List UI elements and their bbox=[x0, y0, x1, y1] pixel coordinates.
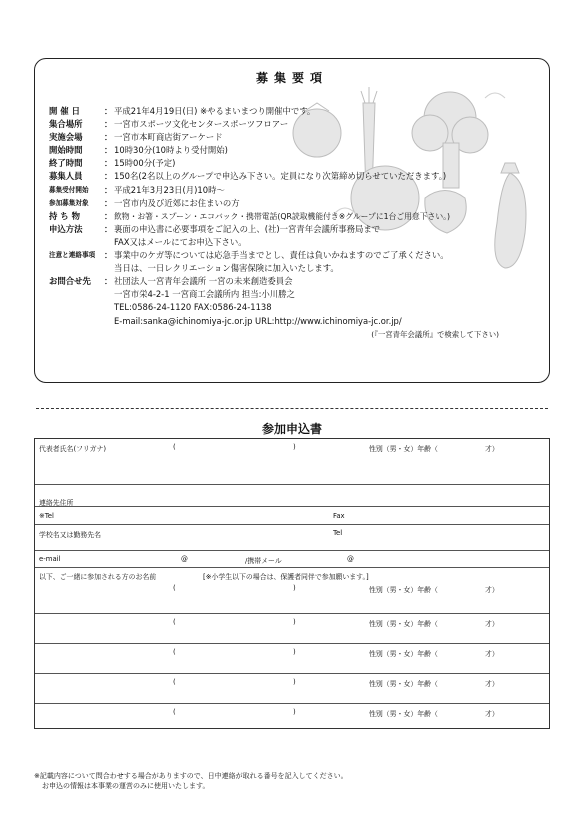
age-suffix: 才） bbox=[485, 650, 499, 658]
school-label: 学校名又は勤務先名 bbox=[39, 531, 102, 539]
detail-value: 当日は、一日レクリエーション傷害保険に加入いたします。 bbox=[114, 263, 339, 274]
paren-open: ( bbox=[173, 678, 176, 686]
companions-label: 以下、ご一緒に参加される方のお名前 bbox=[39, 573, 157, 581]
school-row[interactable] bbox=[35, 525, 549, 551]
detail-label: 持 ち 物 bbox=[49, 210, 80, 221]
address-label: 連絡先住所 bbox=[39, 499, 74, 507]
detail-value: 一宮市内及び近郊にお住まいの方 bbox=[114, 197, 240, 208]
companions-note: [※小学生以下の場合は、保護者同伴で参加願います。] bbox=[203, 573, 369, 581]
detail-row: お問合せ先 ： 社団法人一宮青年会議所 一宮の未来創造委員会 bbox=[49, 275, 549, 288]
detail-row: 集合場所 ： 一宮市スポーツ文化センタースポーツフロアー bbox=[49, 118, 549, 131]
detail-value: 事業中のケガ等については応急手当までとし、責任は負いかねますのでご了承ください。 bbox=[114, 250, 449, 261]
detail-value: 飲物・お箸・スプーン・エコバック・携帯電話(QR読取機能付き※グループに1台ご用意下さい。) bbox=[114, 211, 451, 221]
paren-open: ( bbox=[173, 443, 176, 451]
detail-label: 申込方法 bbox=[49, 223, 83, 234]
gender-age-label: 性別（男・女）年齢（ bbox=[369, 680, 438, 688]
detail-value: 平成21年3月23日(月)10時～ bbox=[114, 184, 225, 195]
paren-close: ) bbox=[293, 618, 296, 626]
rep-name-row[interactable] bbox=[35, 439, 549, 485]
detail-row: 開 催 日 ： 平成21年4月19日(日) ※やるまいまつり開催中です。 bbox=[49, 105, 549, 118]
contact-email-url[interactable]: E-mail:sanka@ichinomiya-jc.or.jp URL:http://www.ichinomiya-jc.or.jp/ bbox=[114, 315, 402, 326]
tel2-label: Tel bbox=[333, 529, 343, 537]
address-row[interactable] bbox=[35, 485, 549, 507]
cut-line bbox=[36, 408, 548, 409]
detail-row bbox=[49, 288, 549, 301]
detail-value: 一宮市スポーツ文化センタースポーツフロアー bbox=[114, 119, 289, 130]
paren-open: ( bbox=[173, 648, 176, 656]
detail-label: 開始時間 bbox=[49, 145, 83, 156]
detail-row: 募集人員 ： 150名(2名以上のグループで申込み下さい。定員になり次第締め切らせていただきます。) bbox=[49, 170, 549, 183]
detail-row: 実施会場 ： 一宮市本町商店街アーケード bbox=[49, 131, 549, 144]
detail-row: 申込方法 ： 裏面の申込書に必要事項をご記入の上、(社)一宮青年会議所事務局まで bbox=[49, 223, 549, 236]
detail-value: 社団法人一宮青年会議所 一宮の未来創造委員会 bbox=[114, 276, 293, 287]
detail-value: 一宮市栄4-2-1 一宮商工会議所内 担当:小川勝之 bbox=[114, 289, 295, 300]
tel-fax-row[interactable] bbox=[35, 507, 549, 525]
paren-close: ) bbox=[293, 648, 296, 656]
fax-label: Fax bbox=[333, 512, 345, 520]
recruitment-details bbox=[49, 105, 549, 341]
detail-label: お問合せ先 bbox=[49, 276, 91, 287]
detail-row bbox=[49, 315, 549, 328]
detail-label: 参加募集対象 bbox=[49, 198, 89, 207]
detail-row bbox=[49, 262, 549, 275]
detail-label: 注意と連絡事項 bbox=[49, 251, 96, 260]
detail-value: 平成21年4月19日(日) ※やるまいまつり開催中です。 bbox=[114, 106, 316, 116]
companion-row[interactable] bbox=[35, 568, 549, 614]
form-title: 参加申込書 bbox=[261, 422, 322, 436]
at-sign: @ bbox=[181, 555, 188, 563]
detail-value: 15時00分(予定) bbox=[114, 158, 176, 169]
detail-label: 募集受付開始 bbox=[49, 185, 89, 194]
detail-row: 参加募集対象 ： 一宮市内及び近郊にお住まいの方 bbox=[49, 197, 549, 210]
detail-row bbox=[49, 236, 549, 249]
detail-row bbox=[49, 301, 549, 314]
paren-close: ) bbox=[293, 584, 296, 592]
paren-open: ( bbox=[173, 708, 176, 716]
companion-row[interactable] bbox=[35, 644, 549, 674]
paren-open: ( bbox=[173, 584, 176, 592]
email-row[interactable] bbox=[35, 551, 549, 568]
footnote-line: お申込の情報は本事業の運営のみに使用いたします。 bbox=[42, 782, 210, 790]
companion-row[interactable] bbox=[35, 614, 549, 644]
detail-row: 持 ち 物 ： 飲物・お箸・スプーン・エコバック・携帯電話(QR読取機能付き※グループに1台ご用意下さい。) bbox=[49, 210, 549, 223]
paren-close: ) bbox=[293, 443, 296, 451]
gender-age-label: 性別（男・女）年齢（ bbox=[369, 620, 438, 628]
detail-value: TEL:0586-24-1120 FAX:0586-24-1138 bbox=[114, 302, 272, 313]
companion-row[interactable] bbox=[35, 704, 549, 728]
footnote bbox=[34, 771, 348, 791]
detail-value: 150名(2名以上のグループで申込み下さい。定員になり次第締め切らせていただきます。) bbox=[114, 171, 447, 182]
companion-row[interactable] bbox=[35, 674, 549, 704]
rep-name-label: 代表者氏名(フリガナ) bbox=[39, 445, 107, 453]
detail-row: 開始時間 ： 10時30分(10時より受付開始) bbox=[49, 144, 549, 157]
detail-row: 注意と連絡事項 ： 事業中のケガ等については応急手当までとし、責任は負いかねますのでご了承ください。 bbox=[49, 249, 549, 262]
age-suffix: 才） bbox=[485, 710, 499, 718]
detail-value: 10時30分(10時より受付開始) bbox=[114, 145, 228, 156]
mobile-email-label: /携帯メール bbox=[245, 557, 282, 565]
gender-age-label: 性別（男・女）年齢（ bbox=[369, 710, 438, 718]
detail-label: 開 催 日 bbox=[49, 106, 80, 116]
age-suffix: 才） bbox=[485, 620, 499, 628]
age-suffix: 才） bbox=[485, 445, 499, 453]
search-note: (『一宮青年会議所』で検索して下さい) bbox=[371, 329, 499, 339]
age-suffix: 才） bbox=[485, 586, 499, 594]
detail-value: 一宮市本町商店街アーケード bbox=[114, 132, 223, 143]
tel-label: ※Tel bbox=[39, 512, 54, 520]
paren-open: ( bbox=[173, 618, 176, 626]
age-suffix: 才） bbox=[485, 680, 499, 688]
gender-age-label: 性別（男・女）年齢（ bbox=[369, 445, 438, 453]
detail-label: 実施会場 bbox=[49, 132, 83, 143]
gender-age-label: 性別（男・女）年齢（ bbox=[369, 650, 438, 658]
gender-age-label: 性別（男・女）年齢（ bbox=[369, 586, 438, 594]
application-form bbox=[34, 438, 550, 729]
detail-row: 終了時間 ： 15時00分(予定) bbox=[49, 157, 549, 170]
detail-label: 募集人員 bbox=[49, 171, 83, 182]
recruitment-box bbox=[34, 58, 550, 383]
paren-close: ) bbox=[293, 678, 296, 686]
detail-value: 裏面の申込書に必要事項をご記入の上、(社)一宮青年会議所事務局まで bbox=[114, 223, 381, 234]
recruitment-title: 募集要項 bbox=[255, 71, 328, 85]
detail-value: FAX又はメールにてお申込下さい。 bbox=[114, 236, 247, 247]
footnote-line: ※記載内容について問合わせする場合がありますので、日中連絡が取れる番号を記入してください。 bbox=[34, 772, 348, 780]
detail-row: 募集受付開始 ： 平成21年3月23日(月)10時～ bbox=[49, 184, 549, 197]
at-sign: @ bbox=[347, 555, 354, 563]
email-label: e-mail bbox=[39, 555, 61, 563]
detail-label: 終了時間 bbox=[49, 158, 83, 169]
paren-close: ) bbox=[293, 708, 296, 716]
detail-label: 集合場所 bbox=[49, 119, 83, 130]
